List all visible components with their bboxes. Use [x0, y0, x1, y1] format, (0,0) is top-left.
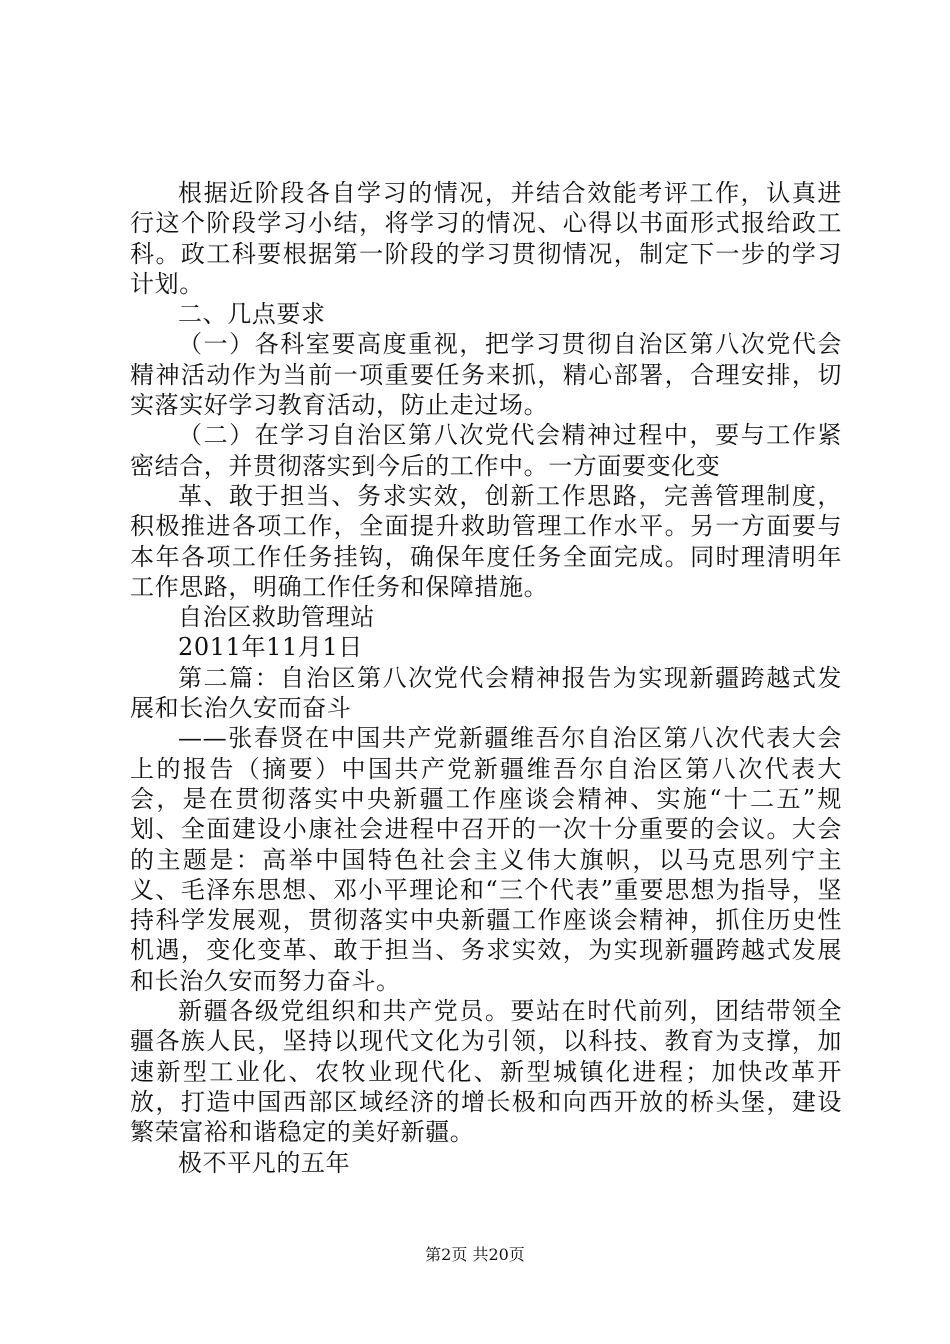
article-two-title: 第二篇：自治区第八次党代会精神报告为实现新疆跨越式发展和长治久安而奋斗 — [130, 663, 842, 723]
paragraph-requirement-two: （二）在学习自治区第八次党代会精神过程中，要与工作紧密结合，并贯彻落实到今后的工作中。一方面要变化变 — [130, 421, 842, 480]
section-heading-requirements: 二、几点要求 — [178, 300, 326, 329]
paragraph-requirement-one: （一）各科室要高度重视，把学习贯彻自治区第八次党代会精神活动作为当前一项重要任务来抓，精心部署，合理安排，切实落实好学习教育活动，防止走过场。 — [130, 330, 842, 420]
section-heading-five-years: 极不平凡的五年 — [178, 1148, 351, 1177]
paragraph-party-organizations: 新疆各级党组织和共产党员。要站在时代前列，团结带领全疆各族人民，坚持以现代文化为引领，以科技、教育为支撑，加速新型工业化、农牧业现代化、新型城镇化进程；加快改革开放，打造中国西部区域经济的增长极和向西开放的桥头堡，建设繁荣富裕和谐稳定的美好新疆。 — [130, 997, 842, 1147]
signature-date: 2011年11月1日 — [178, 633, 363, 662]
paragraph-report-summary: ——张春贤在中国共产党新疆维吾尔自治区第八次代表大会上的报告（摘要）中国共产党新疆维吾尔自治区第八次代表大会，是在贯彻落实中央新疆工作座谈会精神、实施“十二五”规划、全面建设小康社会进程中召开的一次十分重要的会议。大会的主题是：高举中国特色社会主义伟大旗帜，以马克思列宁主义、毛泽东思想、邓小平理论和“三个代表”重要思想为指导，坚持科学发展观，贯彻落实中央新疆工作座谈会精神，抓住历史性机遇，变化变革、敢于担当、务求实效，为实现新疆跨越式发展和长治久安而努力奋斗。 — [130, 724, 842, 995]
signature-organization: 自治区救助管理站 — [178, 603, 375, 632]
document-body — [130, 178, 842, 1178]
paragraph-requirement-two-continued: 革、敢于担当、务求实效，创新工作思路，完善管理制度，积极推进各项工作，全面提升救助管理工作水平。另一方面要与本年各项工作任务挂钩，确保年度任务全面完成。同时理清明年工作思路，明确工作任务和保障措施。 — [130, 481, 842, 601]
paragraph-study-summary: 根据近阶段各自学习的情况，并结合效能考评工作，认真进行这个阶段学习小结，将学习的情况、心得以书面形式报给政工科。政工科要根据第一阶段的学习贯彻情况，制定下一步的学习计划。 — [130, 179, 842, 298]
page-number-footer: 第2页 共20页 — [425, 1245, 525, 1264]
